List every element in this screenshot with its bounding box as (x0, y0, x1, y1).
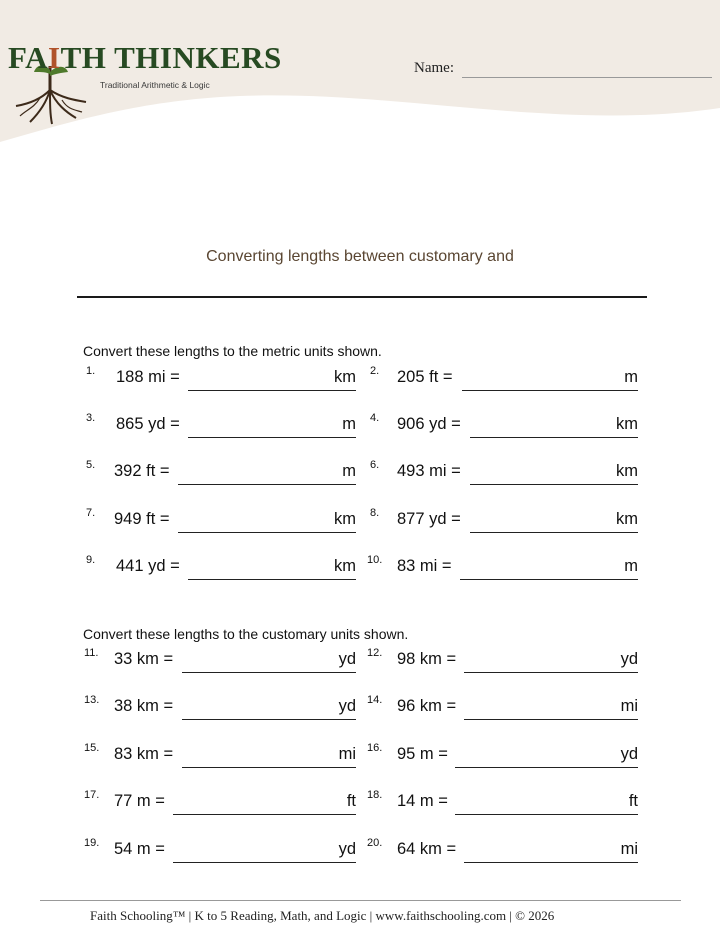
problem-question: 38 km = (114, 697, 174, 715)
problem-number: 11. (84, 647, 99, 659)
problem-14 (367, 694, 638, 721)
answer-blank[interactable] (470, 510, 638, 533)
answer-unit: m (342, 415, 356, 433)
answer-blank[interactable] (188, 368, 356, 391)
problem-question: 95 m = (397, 745, 448, 763)
problem-number: 13. (84, 694, 100, 706)
footer-text: Faith Schooling™ | K to 5 Reading, Math, and Logic | www.faithschooling.com | © 2026 (90, 908, 555, 923)
problem-number: 2. (370, 365, 380, 377)
problem-number: 5. (86, 459, 96, 471)
name-label: Name: (414, 60, 454, 76)
problem-number: 6. (370, 459, 380, 471)
problem-12 (367, 647, 638, 674)
problem-number: 18. (367, 789, 383, 801)
answer-unit: yd (338, 697, 356, 715)
answer-unit: km (616, 415, 638, 433)
answer-unit: km (616, 510, 638, 528)
problem-question: 188 mi = (116, 368, 180, 386)
answer-blank[interactable] (178, 510, 356, 533)
problem-18 (367, 789, 638, 816)
answer-unit: yd (620, 650, 638, 668)
answer-blank[interactable] (182, 650, 356, 673)
problem-2 (370, 365, 638, 392)
problem-7 (86, 507, 356, 534)
answer-blank[interactable] (470, 415, 638, 438)
problem-19 (84, 837, 356, 864)
answer-blank[interactable] (188, 557, 356, 580)
answer-blank[interactable] (173, 792, 356, 815)
answer-blank[interactable] (182, 697, 356, 720)
answer-unit: km (334, 557, 356, 575)
problem-question: 54 m = (114, 840, 165, 858)
problem-question: 83 mi = (397, 557, 452, 575)
problem-1 (86, 365, 356, 392)
problem-3 (86, 412, 356, 439)
problem-15 (84, 742, 356, 769)
title-divider (77, 296, 647, 298)
problem-question: 64 km = (397, 840, 457, 858)
answer-unit: yd (338, 840, 356, 858)
answer-unit: mi (620, 840, 638, 858)
problem-question: 205 ft = (397, 368, 453, 386)
section1-instructions: Convert these lengths to the metric units shown. (83, 343, 382, 359)
problem-question: 77 m = (114, 792, 165, 810)
problem-11 (84, 647, 356, 674)
problem-number: 20. (367, 837, 383, 849)
problem-9 (86, 554, 356, 581)
answer-blank[interactable] (464, 697, 638, 720)
answer-blank[interactable] (455, 792, 638, 815)
section2-instructions: Convert these lengths to the customary units shown. (83, 626, 409, 642)
problem-question: 98 km = (397, 650, 457, 668)
answer-unit: mi (620, 697, 638, 715)
answer-unit: yd (338, 650, 356, 668)
problem-13 (84, 694, 356, 721)
answer-blank[interactable] (182, 745, 356, 768)
footer-divider (40, 900, 681, 901)
answer-unit: ft (628, 792, 638, 810)
problem-number: 3. (86, 412, 96, 424)
answer-blank[interactable] (464, 840, 638, 863)
answer-unit: ft (346, 792, 356, 810)
answer-unit: mi (338, 745, 356, 763)
answer-blank[interactable] (464, 650, 638, 673)
problem-5 (86, 459, 356, 486)
problem-16 (367, 742, 638, 769)
problem-question: 493 mi = (397, 462, 461, 480)
problem-number: 12. (367, 647, 383, 659)
problem-number: 4. (370, 412, 380, 424)
answer-unit: km (334, 510, 356, 528)
problem-question: 906 yd = (397, 415, 461, 433)
problem-number: 9. (86, 554, 96, 566)
problem-question: 83 km = (114, 745, 174, 763)
problem-8 (370, 507, 638, 534)
problem-question: 877 yd = (397, 510, 461, 528)
problem-10 (367, 554, 638, 581)
problem-number: 16. (367, 742, 383, 754)
problem-number: 1. (86, 365, 96, 377)
worksheet-title: Converting lengths between customary and (206, 248, 514, 265)
problem-17 (84, 789, 356, 816)
answer-blank[interactable] (188, 415, 356, 438)
answer-blank[interactable] (460, 557, 638, 580)
answer-unit: m (624, 368, 638, 386)
answer-blank[interactable] (462, 368, 638, 391)
problem-number: 17. (84, 789, 100, 801)
answer-unit: m (342, 462, 356, 480)
problem-number: 15. (84, 742, 100, 754)
brand-tagline: Traditional Arithmetic & Logic (100, 80, 210, 90)
problem-20 (367, 837, 638, 864)
answer-blank[interactable] (178, 462, 356, 485)
problem-number: 14. (367, 694, 383, 706)
problem-question: 949 ft = (114, 510, 170, 528)
problem-question: 441 yd = (116, 557, 180, 575)
problem-question: 14 m = (397, 792, 448, 810)
answer-blank[interactable] (173, 840, 356, 863)
answer-unit: m (624, 557, 638, 575)
brand-wordmark: FAITH THINKERS (8, 40, 282, 75)
answer-blank[interactable] (455, 745, 638, 768)
problem-question: 33 km = (114, 650, 174, 668)
problem-question: 392 ft = (114, 462, 170, 480)
problem-number: 19. (84, 837, 100, 849)
problem-4 (370, 412, 638, 439)
problem-question: 865 yd = (116, 415, 180, 433)
problem-number: 8. (370, 507, 380, 519)
answer-unit: km (334, 368, 356, 386)
name-field-line[interactable] (462, 77, 712, 78)
problem-6 (370, 459, 638, 486)
problem-number: 7. (86, 507, 96, 519)
answer-unit: km (616, 462, 638, 480)
problem-question: 96 km = (397, 697, 457, 715)
answer-blank[interactable] (470, 462, 638, 485)
answer-unit: yd (620, 745, 638, 763)
problem-number: 10. (367, 554, 383, 566)
